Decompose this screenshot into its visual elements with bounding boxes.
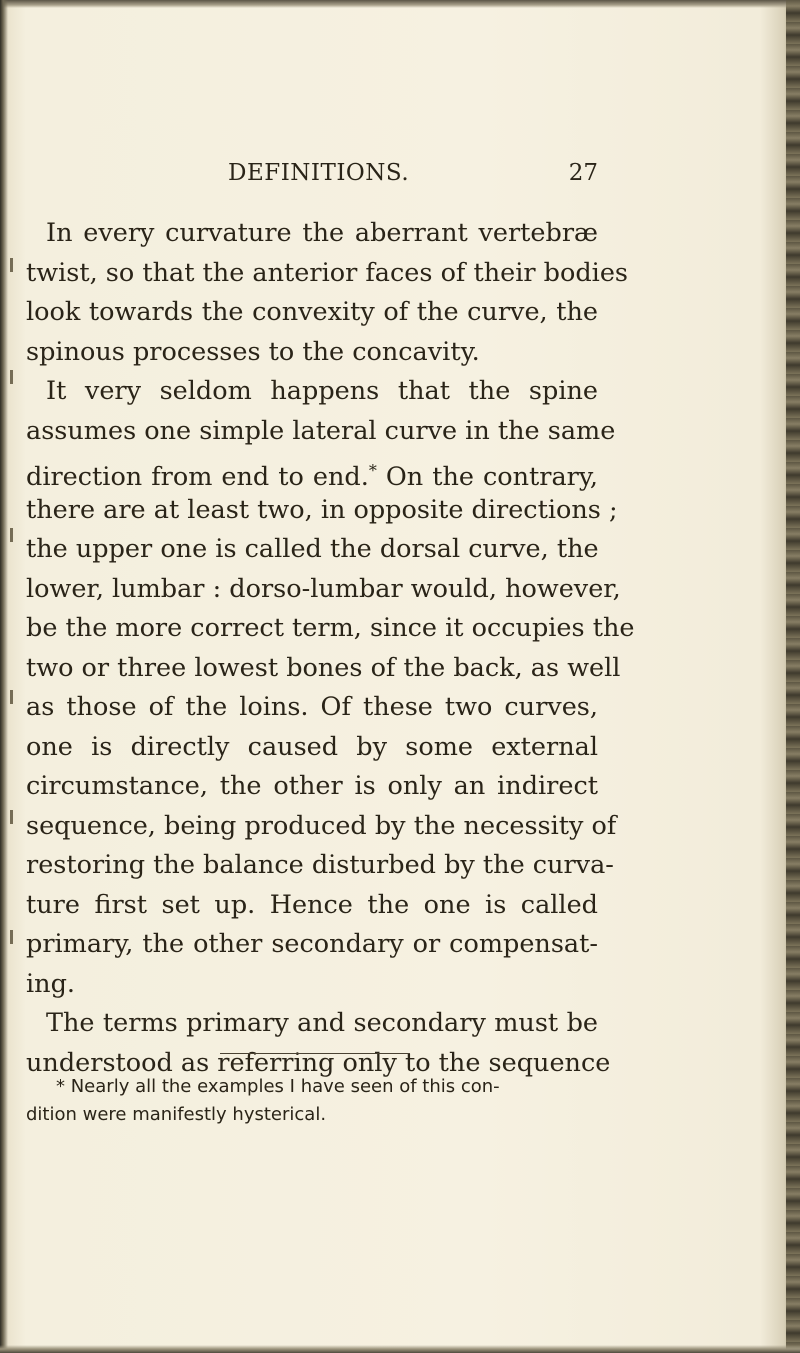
page-top-edge [0, 0, 800, 8]
text-line: as those of the loins. Of these two curves, [26, 692, 598, 722]
text-line: The terms primary and secondary must be [46, 1008, 598, 1038]
text-line: ing. [26, 968, 76, 999]
text-line: spinous processes to the concavity. [26, 336, 480, 367]
text-line: primary, the other secondary or compensat- [26, 929, 598, 959]
gutter-mark [10, 810, 13, 824]
page-left-edge [0, 0, 8, 1353]
text-line: be the more correct term, since it occupies the [26, 613, 635, 643]
footnote-line: * Nearly all the examples I have seen of this con- [56, 1076, 500, 1097]
gutter-mark [10, 258, 13, 272]
text-line: assumes one simple lateral curve in the same [26, 415, 616, 446]
text-line: sequence, being produced by the necessity of [26, 810, 617, 841]
text-line: ture first set up. Hence the one is called [26, 889, 598, 920]
page-bottom-edge [0, 1345, 800, 1353]
text-line: circumstance, the other is only an indirect [26, 771, 598, 801]
text-line: there are at least two, in opposite directions ; [26, 494, 618, 525]
text-line: look towards the convexity of the curve, the [26, 297, 598, 327]
page-number: 27 [568, 160, 598, 186]
body-text [26, 214, 635, 1083]
text-line: the upper one is called the dorsal curve, the [26, 534, 599, 564]
gutter-mark [10, 690, 13, 704]
gutter-mark [10, 930, 13, 944]
text-line: restoring the balance disturbed by the curva- [26, 850, 614, 880]
text-line: two or three lowest bones of the back, as well [26, 652, 621, 683]
footnote-line: dition were manifestly hysterical. [26, 1104, 327, 1125]
running-head [42, 160, 598, 192]
text-line: In every curvature the aberrant vertebræ [46, 218, 598, 248]
footnote [26, 1073, 598, 1129]
page-title: DEFINITIONS. [228, 160, 410, 186]
text-line: It very seldom happens that the spine [46, 376, 598, 406]
text-segment: direction from end to end. [26, 462, 369, 492]
footnote-marker: * [368, 461, 377, 480]
text-segment: On the contrary, [376, 462, 599, 492]
text-line: twist, so that the anterior faces of their bodies [26, 257, 629, 288]
gutter-mark [10, 528, 13, 542]
page-right-edge [786, 0, 800, 1353]
gutter-mark [10, 370, 13, 384]
text-line: lower, lumbar : dorso-lumbar would, however, [26, 573, 621, 604]
text-line [26, 451, 598, 491]
text-line: one is directly caused by some external [26, 731, 598, 762]
footnote-rule [220, 1053, 410, 1054]
text-line: understood as referring only to the sequence [26, 1047, 611, 1078]
